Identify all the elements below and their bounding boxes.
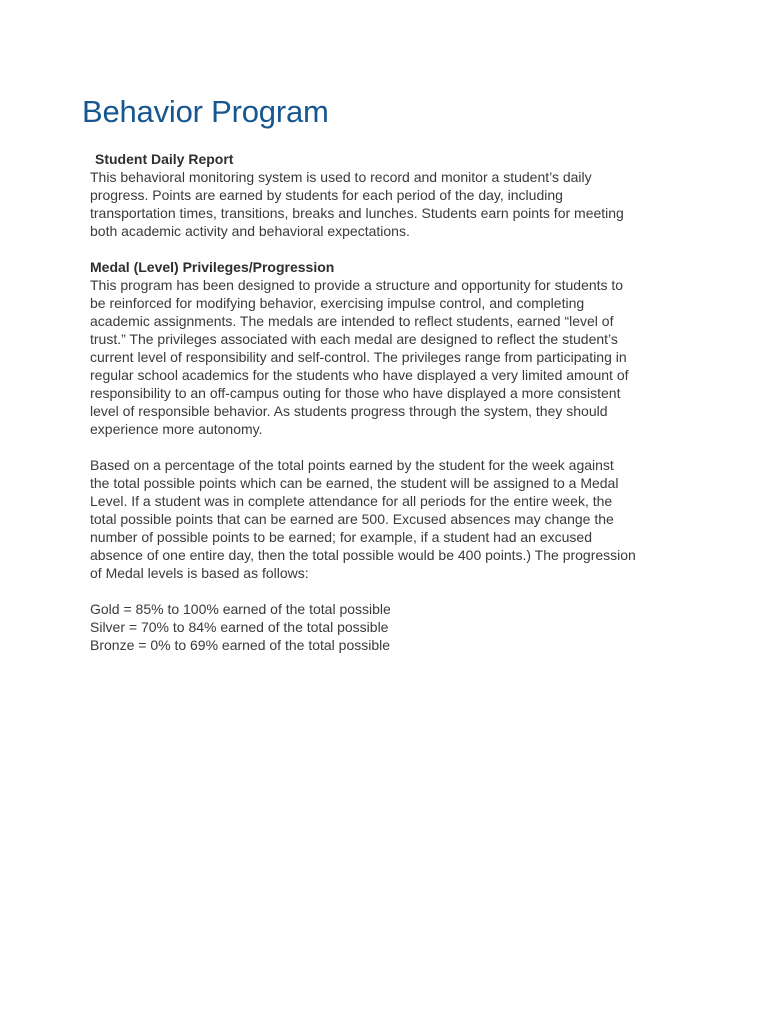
medal-level-silver: Silver = 70% to 84% earned of the total possible xyxy=(90,619,389,635)
paragraph-daily-report: This behavioral monitoring system is used to record and monitor a student’s daily progress. Points are earned by students for each period of the day, including transportation times, transitions, breaks and lunches. Students earn points for meeting both academic activity and behavioral expectations. xyxy=(90,169,624,239)
document-body xyxy=(90,150,690,654)
paragraph-gap xyxy=(90,582,690,600)
section-student-daily-report xyxy=(90,150,690,240)
section-heading-student-daily-report: Student Daily Report xyxy=(95,151,234,167)
medal-level-list xyxy=(90,600,690,654)
paragraph-medal-program: This program has been designed to provide a structure and opportunity for students to be reinforced for modifying behavior, exercising impulse control, and completing academic assignments. The medals are intended to reflect students, earned “level of trust.” The privileges associated with each medal are designed to reflect the student’s current level of responsibility and self-control. The privileges range from participating in regular school academics for the students who have displayed a very limited amount of responsibility to an off-campus outing for those who have displayed a more consistent level of responsible behavior. As students progress through the system, they should experience more autonomy. xyxy=(90,277,629,437)
section-heading-medal-privileges: Medal (Level) Privileges/Progression xyxy=(90,259,335,275)
page-title: Behavior Program xyxy=(82,94,329,129)
paragraph-gap xyxy=(90,240,690,258)
paragraph-gap xyxy=(90,438,690,456)
medal-level-gold: Gold = 85% to 100% earned of the total possible xyxy=(90,601,391,617)
section-medal-privileges xyxy=(90,258,690,582)
medal-level-bronze: Bronze = 0% to 69% earned of the total possible xyxy=(90,637,391,653)
paragraph-medal-percentage: Based on a percentage of the total points earned by the student for the week against the total possible points which can be earned, the student will be assigned to a Medal Level. If a student was in complete attendance for all periods for the entire week, the total possible points that can be earned are 500. Excused absences may change the number of possible points to be earned; for example, if a student had an excused absence of one entire day, then the total possible would be 400 points.) The progression of Medal levels is based as follows: xyxy=(90,457,636,581)
